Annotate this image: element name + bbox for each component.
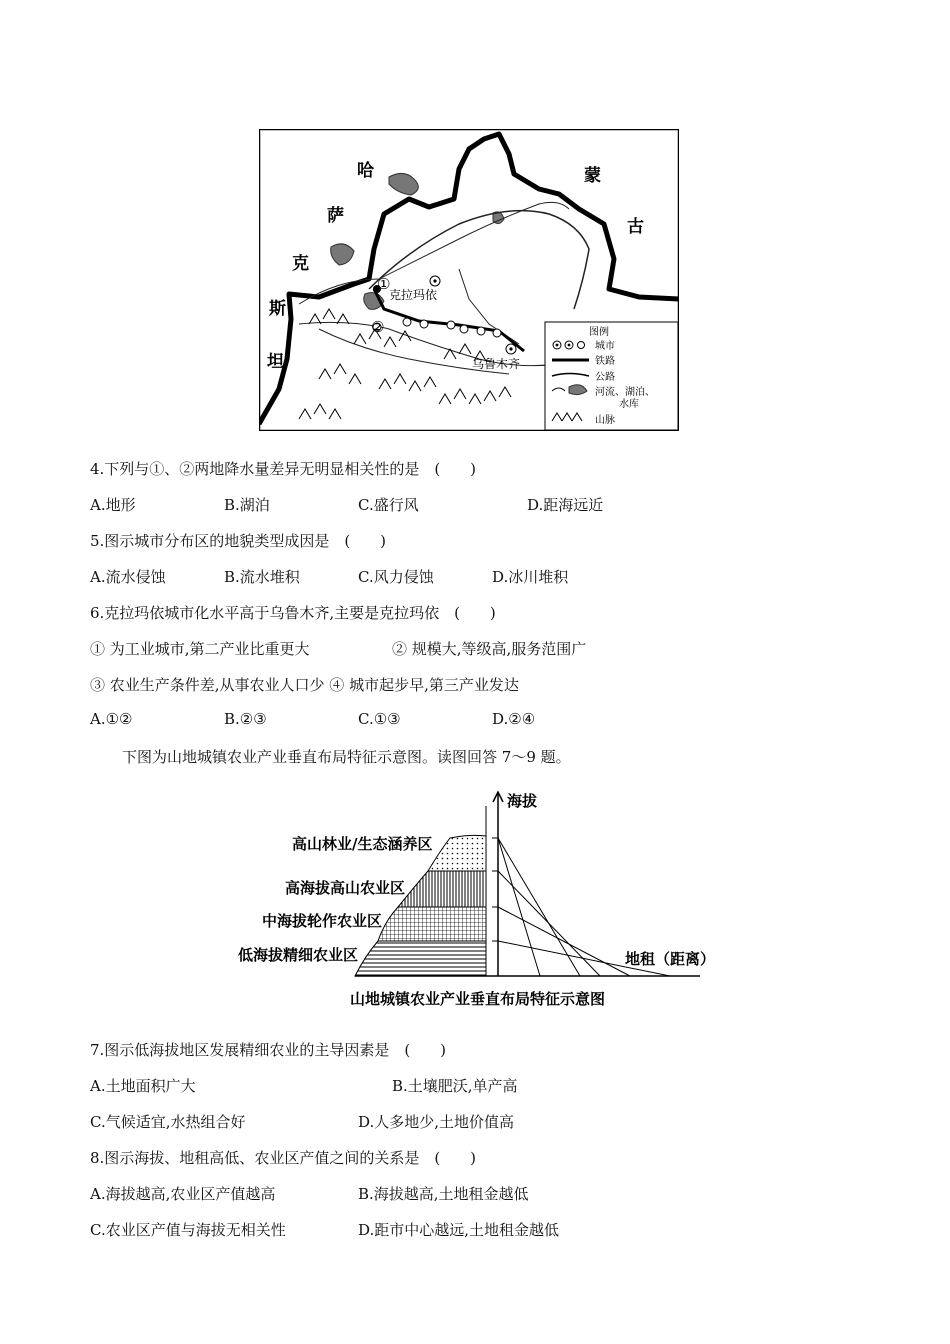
q6-statement-3-4: ③ 农业生产条件差,从事农业人口少 ④ 城市起步早,第三产业发达 (90, 676, 519, 694)
q5-option-a[interactable]: A.流水侵蚀 (90, 568, 166, 586)
country-label: 萨 (327, 206, 344, 226)
q7-option-d[interactable]: D.人多地少,土地价值高 (358, 1113, 515, 1131)
zone-label-low: 低海拔精细农业区 (238, 946, 359, 964)
q8-option-a[interactable]: A.海拔越高,农业区产值越高 (90, 1185, 276, 1203)
q4-option-b[interactable]: B.湖泊 (224, 496, 270, 514)
zone-label-forest: 高山林业/生态涵养区 (292, 835, 433, 853)
q8-option-d[interactable]: D.距市中心越远,土地租金越低 (358, 1221, 560, 1239)
q7-option-c[interactable]: C.气候适宜,水热组合好 (90, 1113, 246, 1131)
x-axis-label: 地租（距离） (625, 950, 716, 968)
zone-low-altitude (355, 941, 486, 976)
q5-option-c[interactable]: C.风力侵蚀 (358, 568, 434, 586)
figure-intro: 下图为山地城镇农业产业垂直布局特征示意图。读图回答 7～9 题。 (122, 748, 571, 766)
q7-option-b[interactable]: B.土壤肥沃,单产高 (392, 1077, 518, 1095)
city-dot (420, 320, 428, 328)
q4-option-c[interactable]: C.盛行风 (358, 496, 419, 514)
question-7: 7.图示低海拔地区发展精细农业的主导因素是 ( ) (90, 1041, 447, 1059)
legend-water-2: 水库 (619, 399, 639, 410)
q7-option-a[interactable]: A.土地面积广大 (90, 1077, 196, 1095)
point-1-label: ① (377, 275, 391, 293)
q6-option-b[interactable]: B.②③ (224, 710, 267, 728)
legend-title: 图例 (589, 327, 609, 338)
country-label: 坦 (267, 352, 284, 372)
zone-mid-altitude (378, 907, 486, 941)
question-4: 4.下列与①、②两地降水量差异无明显相关性的是 ( ) (90, 460, 477, 478)
figure-caption: 山地城镇农业产业垂直布局特征示意图 (350, 990, 606, 1008)
zone-label-mid: 中海拔轮作农业区 (262, 912, 383, 930)
y-axis-label: 海拔 (507, 792, 538, 810)
zone-forest (428, 835, 486, 871)
city-label-urumqi: 乌鲁木齐 (472, 357, 521, 371)
q6-statement-2: ② 规模大,等级高,服务范围广 (392, 640, 587, 658)
q4-option-a[interactable]: A.地形 (90, 496, 136, 514)
legend-city: 城市 (595, 341, 615, 352)
country-label: 蒙 (584, 166, 601, 186)
point-2-label: ② (371, 318, 385, 336)
city-label-karamay: 克拉玛依 (389, 288, 438, 302)
zone-high-altitude (398, 871, 486, 907)
legend-water-1: 河流、湖泊、 (595, 387, 655, 398)
q6-option-c[interactable]: C.①③ (358, 710, 401, 728)
country-label: 克 (292, 254, 309, 274)
q8-option-c[interactable]: C.农业区产值与海拔无相关性 (90, 1221, 286, 1239)
country-label: 斯 (269, 299, 286, 319)
city-dot (447, 321, 455, 329)
q5-option-b[interactable]: B.流水堆积 (224, 568, 300, 586)
country-label: 哈 (357, 161, 374, 181)
q8-option-b[interactable]: B.海拔越高,土地租金越低 (358, 1185, 529, 1203)
legend-rail: 铁路 (595, 356, 615, 367)
country-label: 古 (627, 217, 644, 237)
question-8: 8.图示海拔、地租高低、农业区产值之间的关系是 ( ) (90, 1149, 477, 1167)
zone-label-high: 高海拔高山农业区 (285, 879, 406, 897)
legend-road: 公路 (595, 372, 615, 383)
q6-statement-1: ① 为工业城市,第二产业比重更大 (90, 640, 310, 658)
question-5: 5.图示城市分布区的地貌类型成因是 ( ) (90, 532, 387, 550)
q6-option-d[interactable]: D.②④ (492, 710, 536, 728)
question-6: 6.克拉玛依城市化水平高于乌鲁木齐,主要是克拉玛依 ( ) (90, 604, 496, 622)
vertical-layout-diagram (230, 786, 730, 1016)
q6-option-a[interactable]: A.①② (90, 710, 133, 728)
q4-option-d[interactable]: D.距海远近 (527, 496, 604, 514)
xinjiang-map (259, 129, 679, 431)
q5-option-d[interactable]: D.冰川堆积 (492, 568, 569, 586)
legend-mountain: 山脉 (595, 415, 615, 426)
city-dot (403, 318, 411, 326)
city-dot (477, 327, 485, 335)
city-dot (493, 329, 501, 337)
map-legend (545, 322, 678, 430)
city-dot (460, 325, 468, 333)
